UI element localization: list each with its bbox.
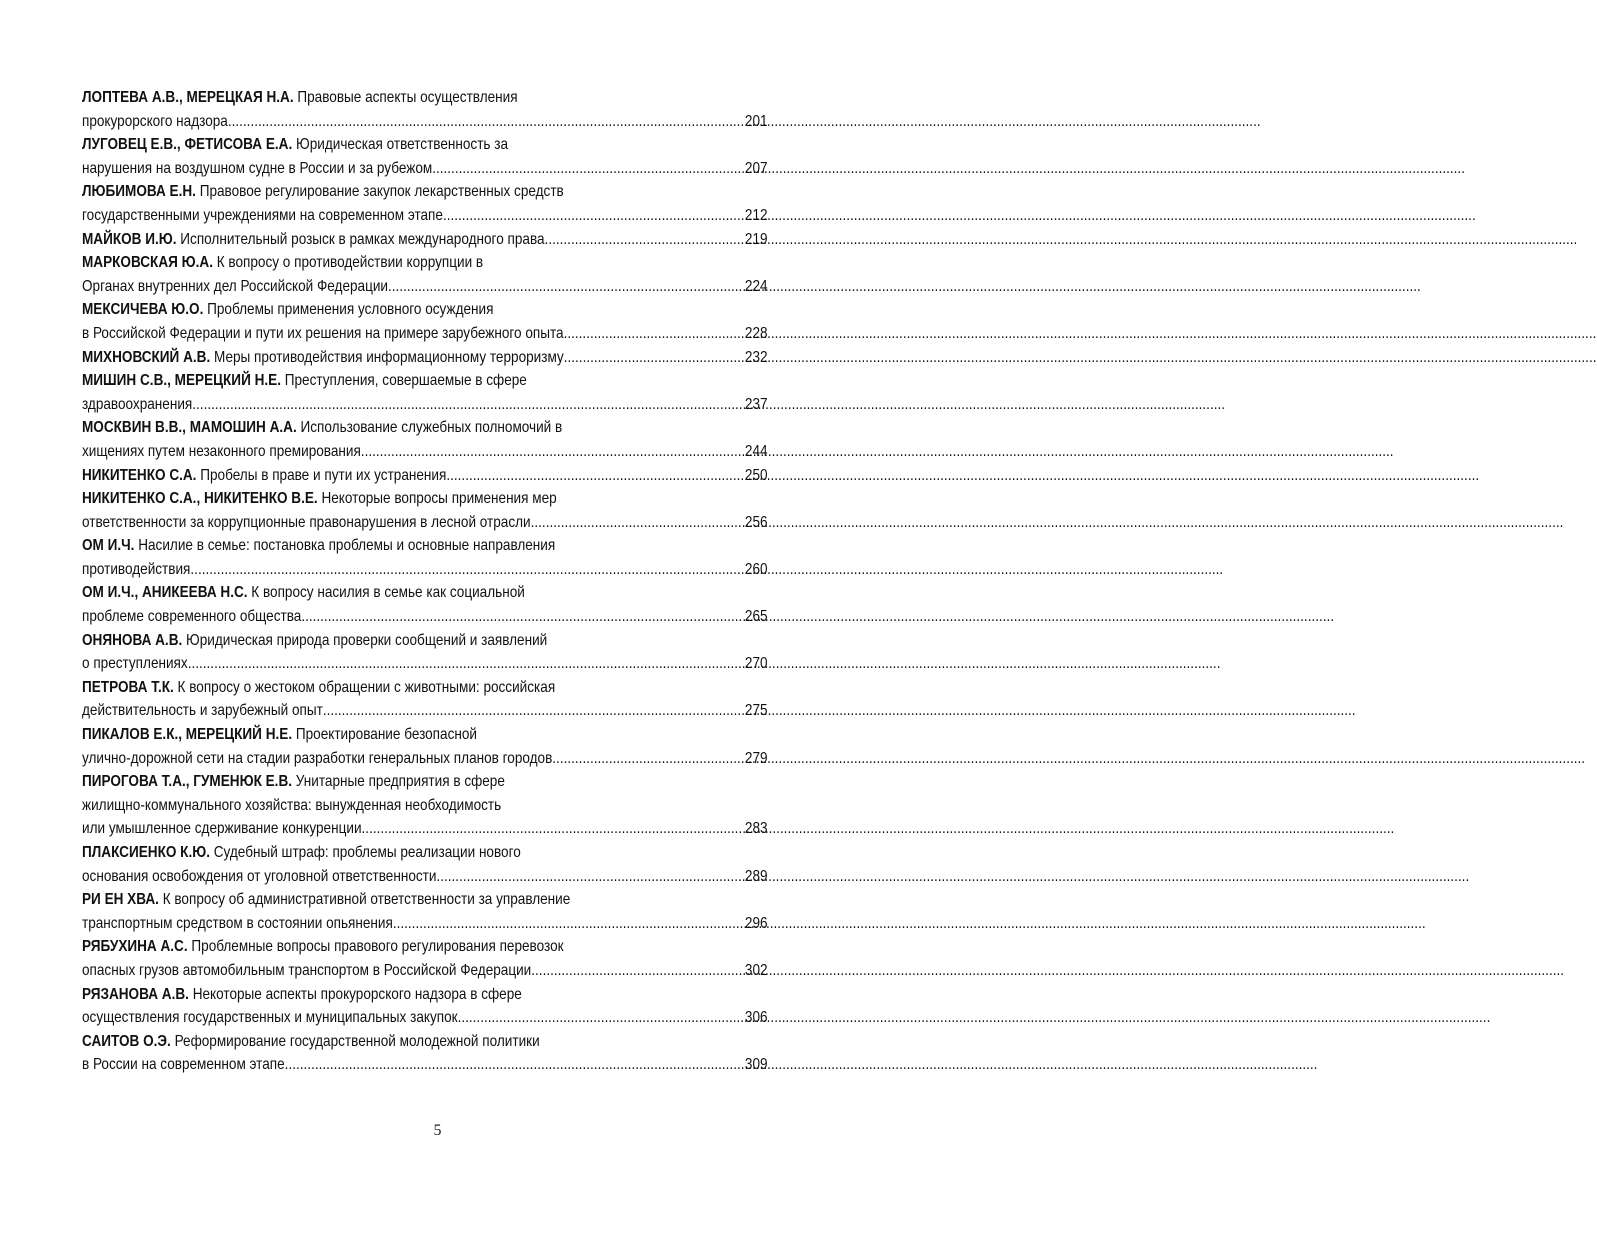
dot-leader bbox=[301, 605, 745, 629]
dot-leader bbox=[362, 817, 745, 841]
entry-title: Судебный штраф: проблемы реализации нового bbox=[209, 844, 521, 861]
entry-page-number: 228 bbox=[744, 324, 768, 342]
entry-last-line bbox=[82, 110, 768, 134]
entry-authors: ОНЯНОВА А.В. bbox=[82, 631, 183, 649]
entry-last-line bbox=[82, 605, 768, 629]
entry-title-line bbox=[82, 298, 768, 322]
entry-authors: ПЕТРОВА Т.К. bbox=[82, 678, 174, 696]
dot-leader bbox=[545, 228, 745, 252]
entry-title-text bbox=[82, 393, 192, 417]
entry-last-line bbox=[82, 1006, 768, 1030]
entry-authors: САИТОВ О.Э. bbox=[82, 1032, 171, 1050]
entry-last-line bbox=[82, 747, 768, 771]
entry-last-line bbox=[82, 699, 768, 723]
entry-authors: МАЙКОВ И.Ю. bbox=[82, 230, 177, 248]
dot-leader bbox=[446, 464, 745, 488]
entry-last-line bbox=[82, 511, 768, 535]
entry-title-line bbox=[82, 723, 768, 747]
toc-entry[interactable] bbox=[82, 487, 768, 534]
entry-title: Исполнительный розыск в рамках международного права bbox=[176, 230, 545, 248]
entry-page-number: 279 bbox=[744, 749, 768, 767]
entry-page-number: 224 bbox=[744, 277, 768, 295]
entry-title: осуществления государственных и муниципальных закупок bbox=[82, 1009, 458, 1027]
entry-title-text bbox=[82, 959, 531, 983]
dot-leader bbox=[228, 110, 745, 134]
entry-title: Правовые аспекты осуществления bbox=[293, 89, 518, 106]
entry-page-number: 212 bbox=[744, 206, 768, 224]
entry-page-number: 265 bbox=[744, 608, 768, 626]
entry-title-line bbox=[82, 369, 768, 393]
entry-title-line bbox=[82, 888, 768, 912]
entry-title: в Российской Федерации и пути их решения на примере зарубежного опыта bbox=[82, 324, 564, 342]
entry-title: или умышленное сдерживание конкуренции bbox=[82, 820, 362, 838]
entry-last-line bbox=[82, 464, 768, 488]
entry-title: Некоторые аспекты прокурорского надзора в сфере bbox=[188, 985, 522, 1003]
entry-title-text bbox=[82, 865, 436, 889]
entry-title: Преступления, совершаемые в сфере bbox=[280, 372, 527, 390]
entry-authors: РИ ЕН ХВА. bbox=[82, 891, 159, 909]
entry-title-line bbox=[82, 133, 768, 157]
toc-entry[interactable] bbox=[82, 346, 768, 370]
entry-title: Проблемы применения условного осуждения bbox=[203, 301, 494, 319]
entry-page-number: 232 bbox=[744, 348, 768, 366]
entry-authors: РЯЗАНОВА А.В. bbox=[82, 985, 189, 1003]
dot-leader bbox=[432, 157, 745, 181]
toc-entry[interactable] bbox=[82, 228, 768, 252]
toc-entry[interactable] bbox=[82, 676, 768, 723]
entry-authors: НИКИТЕНКО С.А. bbox=[82, 466, 197, 484]
dot-leader bbox=[188, 652, 745, 676]
toc-entry[interactable] bbox=[82, 770, 768, 841]
toc-entry[interactable] bbox=[82, 841, 768, 888]
entry-last-line bbox=[82, 157, 768, 181]
entry-page-number: 275 bbox=[744, 702, 768, 720]
entry-page-number: 302 bbox=[744, 961, 768, 979]
entry-page-number: 201 bbox=[744, 112, 768, 130]
table-of-contents bbox=[82, 86, 768, 1077]
toc-entry[interactable] bbox=[82, 534, 768, 581]
entry-page-number: 306 bbox=[744, 1009, 768, 1027]
entry-page-number: 289 bbox=[744, 867, 768, 885]
entry-title: в России на современном этапе bbox=[82, 1056, 285, 1074]
entry-title: здравоохранения bbox=[82, 395, 193, 413]
entry-last-line bbox=[82, 204, 768, 228]
entry-title: государственными учреждениями на современном этапе bbox=[82, 206, 443, 224]
entry-title: Насилие в семье: постановка проблемы и основные направления bbox=[134, 537, 556, 555]
entry-authors: ПЛАКСИЕНКО К.Ю. bbox=[82, 844, 210, 861]
dot-leader bbox=[388, 275, 745, 299]
toc-entry[interactable] bbox=[82, 464, 768, 488]
dot-leader bbox=[531, 959, 745, 983]
dot-leader bbox=[436, 865, 744, 889]
entry-title: опасных грузов автомобильным транспортом в Российской Федерации bbox=[82, 961, 532, 979]
dot-leader bbox=[564, 346, 745, 370]
toc-entry[interactable] bbox=[82, 723, 768, 770]
entry-last-line bbox=[82, 393, 768, 417]
dot-leader bbox=[323, 699, 745, 723]
entry-title: нарушения на воздушном судне в России и за рубежом bbox=[82, 159, 433, 177]
dot-leader bbox=[458, 1006, 745, 1030]
entry-title: К вопросу насилия в семье как социальной bbox=[247, 584, 525, 602]
entry-page-number: 260 bbox=[744, 560, 768, 578]
entry-title-text bbox=[82, 110, 228, 134]
entry-last-line bbox=[82, 440, 768, 464]
entry-title: Использование служебных полномочий в bbox=[296, 419, 563, 437]
entry-last-line bbox=[82, 558, 768, 582]
toc-entry[interactable] bbox=[82, 629, 768, 676]
entry-last-line bbox=[82, 1053, 768, 1077]
entry-title-text bbox=[82, 912, 393, 936]
toc-entry[interactable] bbox=[82, 581, 768, 628]
dot-leader bbox=[552, 747, 745, 771]
entry-authors: ОМ И.Ч. bbox=[82, 537, 135, 555]
entry-page-number: 283 bbox=[744, 820, 768, 838]
entry-last-line bbox=[82, 652, 768, 676]
entry-title: о преступлениях bbox=[82, 655, 188, 673]
entry-title-line bbox=[82, 770, 768, 794]
toc-entry[interactable] bbox=[82, 983, 768, 1030]
entry-title-text bbox=[82, 157, 432, 181]
toc-entry[interactable] bbox=[82, 133, 768, 180]
entry-authors: ЛЮБИМОВА Е.Н. bbox=[82, 183, 196, 201]
dot-leader bbox=[564, 322, 745, 346]
entry-title-line bbox=[82, 86, 768, 110]
entry-page-number: 296 bbox=[744, 914, 768, 932]
entry-authors: НИКИТЕНКО С.А., НИКИТЕНКО В.Е. bbox=[82, 490, 318, 508]
entry-title: основания освобождения от уголовной ответственности bbox=[82, 867, 437, 885]
entry-authors: МЕКСИЧЕВА Ю.О. bbox=[82, 301, 204, 319]
entry-title: хищениях путем незаконного премирования bbox=[82, 442, 361, 460]
toc-entry[interactable] bbox=[82, 180, 768, 227]
toc-entry[interactable] bbox=[82, 86, 768, 133]
toc-entry[interactable] bbox=[82, 1030, 768, 1077]
entry-title-text bbox=[82, 1006, 458, 1030]
entry-title-line bbox=[82, 416, 768, 440]
entry-title-line bbox=[82, 581, 768, 605]
entry-title-text bbox=[82, 605, 301, 629]
entry-title-text bbox=[82, 440, 361, 464]
entry-title: действительность и зарубежный опыт bbox=[82, 702, 323, 720]
entry-title-text bbox=[82, 699, 323, 723]
entry-title: улично-дорожной сети на стадии разработки генеральных планов городов bbox=[82, 749, 553, 767]
entry-title-line bbox=[82, 1030, 768, 1054]
entry-page-number: 207 bbox=[744, 159, 768, 177]
entry-page-number: 237 bbox=[744, 395, 768, 413]
entry-title: К вопросу о жестоком обращении с животными: российская bbox=[173, 678, 556, 696]
entry-page-number: 256 bbox=[744, 513, 768, 531]
toc-entry[interactable] bbox=[82, 935, 768, 982]
toc-entry[interactable] bbox=[82, 251, 768, 298]
entry-title-text bbox=[82, 204, 443, 228]
entry-title-line bbox=[82, 983, 768, 1007]
entry-authors: РЯБУХИНА А.С. bbox=[82, 938, 188, 956]
entry-title-line: жилищно-коммунального хозяйства: вынужденная необходимость bbox=[82, 796, 502, 814]
entry-title-text bbox=[82, 558, 190, 582]
entry-last-line bbox=[82, 275, 768, 299]
entry-page-number: 270 bbox=[744, 655, 768, 673]
entry-last-line bbox=[82, 912, 768, 936]
entry-title: Унитарные предприятия в сфере bbox=[292, 773, 505, 791]
entry-title: Проблемные вопросы правового регулирования перевозок bbox=[187, 938, 564, 956]
entry-title: Меры противодействия информационному терроризму bbox=[210, 348, 564, 366]
entry-authors: ЛУГОВЕЦ Е.В., ФЕТИСОВА Е.А. bbox=[82, 136, 293, 154]
entry-authors: МОСКВИН В.В., МАМОШИН А.А. bbox=[82, 419, 297, 437]
dot-leader bbox=[393, 912, 745, 936]
dot-leader bbox=[190, 558, 745, 582]
entry-authors: МИШИН С.В., МЕРЕЦКИЙ Н.Е. bbox=[82, 372, 281, 390]
toc-entry[interactable] bbox=[82, 369, 768, 416]
dot-leader bbox=[531, 511, 745, 535]
entry-title-line bbox=[82, 629, 768, 653]
entry-title: Юридическая природа проверки сообщений и заявлений bbox=[182, 631, 548, 649]
entry-title: прокурорского надзора bbox=[82, 112, 228, 130]
entry-title-text bbox=[82, 747, 552, 771]
entry-title-line bbox=[82, 180, 768, 204]
entry-title: Проектирование безопасной bbox=[292, 726, 477, 744]
entry-title-text bbox=[82, 228, 545, 252]
entry-title-text bbox=[82, 511, 531, 535]
entry-last-line bbox=[82, 817, 768, 841]
entry-title: Юридическая ответственность за bbox=[292, 136, 509, 154]
entry-last-line bbox=[82, 346, 768, 370]
entry-title-line bbox=[82, 935, 768, 959]
entry-authors: ЛОПТЕВА А.В., МЕРЕЦКАЯ Н.А. bbox=[82, 89, 294, 106]
entry-title-line bbox=[82, 676, 768, 700]
entry-authors: ОМ И.Ч., АНИКЕЕВА Н.С. bbox=[82, 584, 248, 602]
entry-authors: МИХНОВСКИЙ А.В. bbox=[82, 348, 211, 366]
entry-title: Пробелы в праве и пути их устранения bbox=[196, 466, 447, 484]
entry-page-number: 309 bbox=[744, 1056, 768, 1074]
entry-authors: МАРКОВСКАЯ Ю.А. bbox=[82, 254, 213, 272]
entry-authors: ПИРОГОВА Т.А., ГУМЕНЮК Е.В. bbox=[82, 773, 293, 791]
toc-entry[interactable] bbox=[82, 416, 768, 463]
dot-leader bbox=[443, 204, 745, 228]
entry-title-line bbox=[82, 251, 768, 275]
toc-entry[interactable] bbox=[82, 298, 768, 345]
dot-leader bbox=[361, 440, 745, 464]
entry-title-line bbox=[82, 487, 768, 511]
entry-title: Реформирование государственной молодежной политики bbox=[170, 1032, 540, 1050]
entry-page-number: 244 bbox=[744, 442, 768, 460]
entry-last-line bbox=[82, 228, 768, 252]
entry-title: Некоторые вопросы применения мер bbox=[317, 490, 557, 508]
entry-title: К вопросу о противодействии коррупции в bbox=[212, 254, 484, 272]
entry-title-text bbox=[82, 346, 564, 370]
entry-title-text bbox=[82, 1053, 285, 1077]
entry-title-text bbox=[82, 322, 564, 346]
entry-title: противодействия bbox=[82, 560, 191, 578]
entry-title: К вопросу об административной ответственности за управление bbox=[158, 891, 571, 909]
entry-title-text bbox=[82, 275, 388, 299]
entry-title-text bbox=[82, 652, 188, 676]
entry-title-line bbox=[82, 534, 768, 558]
entry-page-number: 219 bbox=[744, 230, 768, 248]
entry-title: ответственности за коррупционные правонарушения в лесной отрасли bbox=[82, 513, 531, 531]
dot-leader bbox=[192, 393, 745, 417]
entry-last-line bbox=[82, 322, 768, 346]
entry-title-line bbox=[82, 841, 768, 865]
entry-title: Органах внутренних дел Российской Федерации bbox=[82, 277, 389, 295]
entry-page-number: 250 bbox=[744, 466, 768, 484]
page-number: 5 bbox=[433, 1122, 442, 1139]
toc-entry[interactable] bbox=[82, 888, 768, 935]
entry-title: проблеме современного общества bbox=[82, 608, 302, 626]
entry-title-text bbox=[82, 817, 362, 841]
dot-leader bbox=[285, 1053, 745, 1077]
entry-title: Правовое регулирование закупок лекарственных средств bbox=[195, 183, 564, 201]
entry-last-line bbox=[82, 865, 768, 889]
entry-authors: ПИКАЛОВ Е.К., МЕРЕЦКИЙ Н.Е. bbox=[82, 726, 293, 744]
entry-title: транспортным средством в состоянии опьянения bbox=[82, 914, 393, 932]
entry-last-line bbox=[82, 959, 768, 983]
entry-title-text bbox=[82, 464, 446, 488]
